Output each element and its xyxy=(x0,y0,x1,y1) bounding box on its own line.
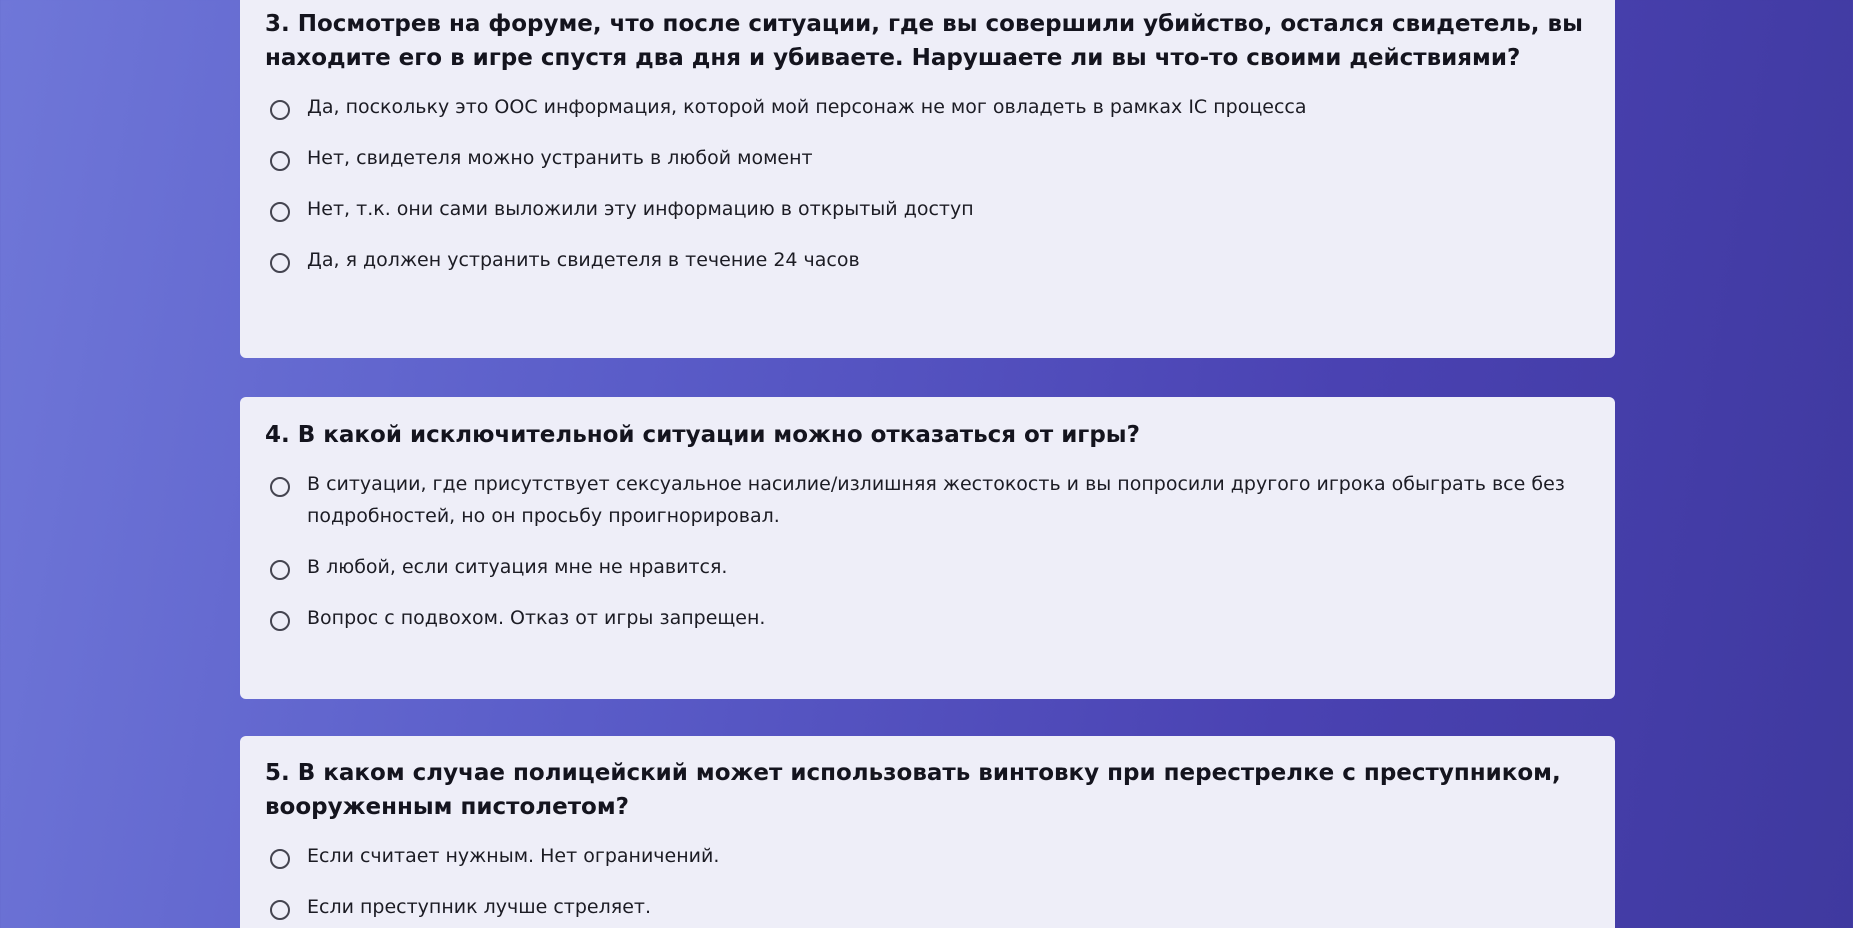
question-card-3 xyxy=(240,0,1615,358)
answer-option[interactable] xyxy=(265,197,1590,225)
answer-label: Нет, т.к. они сами выложили эту информацию в открытый доступ xyxy=(307,198,974,220)
answer-option[interactable] xyxy=(265,555,1590,583)
question-title: 4. В какой исключительной ситуации можно отказаться от игры? xyxy=(265,422,1140,448)
answer-label: Нет, свидетеля можно устранить в любой момент xyxy=(307,147,813,169)
radio-button[interactable] xyxy=(270,611,290,631)
radio-button[interactable] xyxy=(270,900,290,920)
answer-option[interactable] xyxy=(265,606,1590,634)
answer-option[interactable] xyxy=(265,844,1590,872)
answer-option[interactable] xyxy=(265,895,1590,923)
question-card-5 xyxy=(240,736,1615,928)
radio-button[interactable] xyxy=(270,253,290,273)
question-title: 3. Посмотрев на форуме, что после ситуации, где вы совершили убийство, остался свидетель, вы находите его в игре спустя два дня и убиваете. Нарушаете ли вы что-то своими действиями? xyxy=(265,11,1583,71)
answer-label: Да, поскольку это ООС информация, которой мой персонаж не мог овладеть в рамках IC процесса xyxy=(307,96,1307,118)
answer-label: Если считает нужным. Нет ограничений. xyxy=(307,845,720,867)
answer-label: Если преступник лучше стреляет. xyxy=(307,896,651,918)
answer-label: В любой, если ситуация мне не нравится. xyxy=(307,556,728,578)
answer-option[interactable] xyxy=(265,95,1590,123)
radio-button[interactable] xyxy=(270,560,290,580)
answer-option[interactable] xyxy=(265,248,1590,276)
question-title: 5. В каком случае полицейский может использовать винтовку при перестрелке с преступником, вооруженным пистолетом? xyxy=(265,760,1561,820)
answer-option[interactable] xyxy=(265,472,1590,532)
answer-label: В ситуации, где присутствует сексуальное насилие/излишняя жестокость и вы попросили другого игрока обыграть все без подробностей, но он просьбу проигнорировал. xyxy=(307,473,1565,527)
answer-label: Вопрос с подвохом. Отказ от игры запрещен. xyxy=(307,607,766,629)
question-card-4 xyxy=(240,397,1615,699)
radio-button[interactable] xyxy=(270,151,290,171)
radio-button[interactable] xyxy=(270,477,290,497)
answer-options xyxy=(265,844,1590,923)
radio-button[interactable] xyxy=(270,849,290,869)
answer-option[interactable] xyxy=(265,146,1590,174)
answer-options xyxy=(265,472,1590,634)
radio-button[interactable] xyxy=(270,100,290,120)
radio-button[interactable] xyxy=(270,202,290,222)
answer-options xyxy=(265,95,1590,276)
answer-label: Да, я должен устранить свидетеля в течение 24 часов xyxy=(307,249,860,271)
